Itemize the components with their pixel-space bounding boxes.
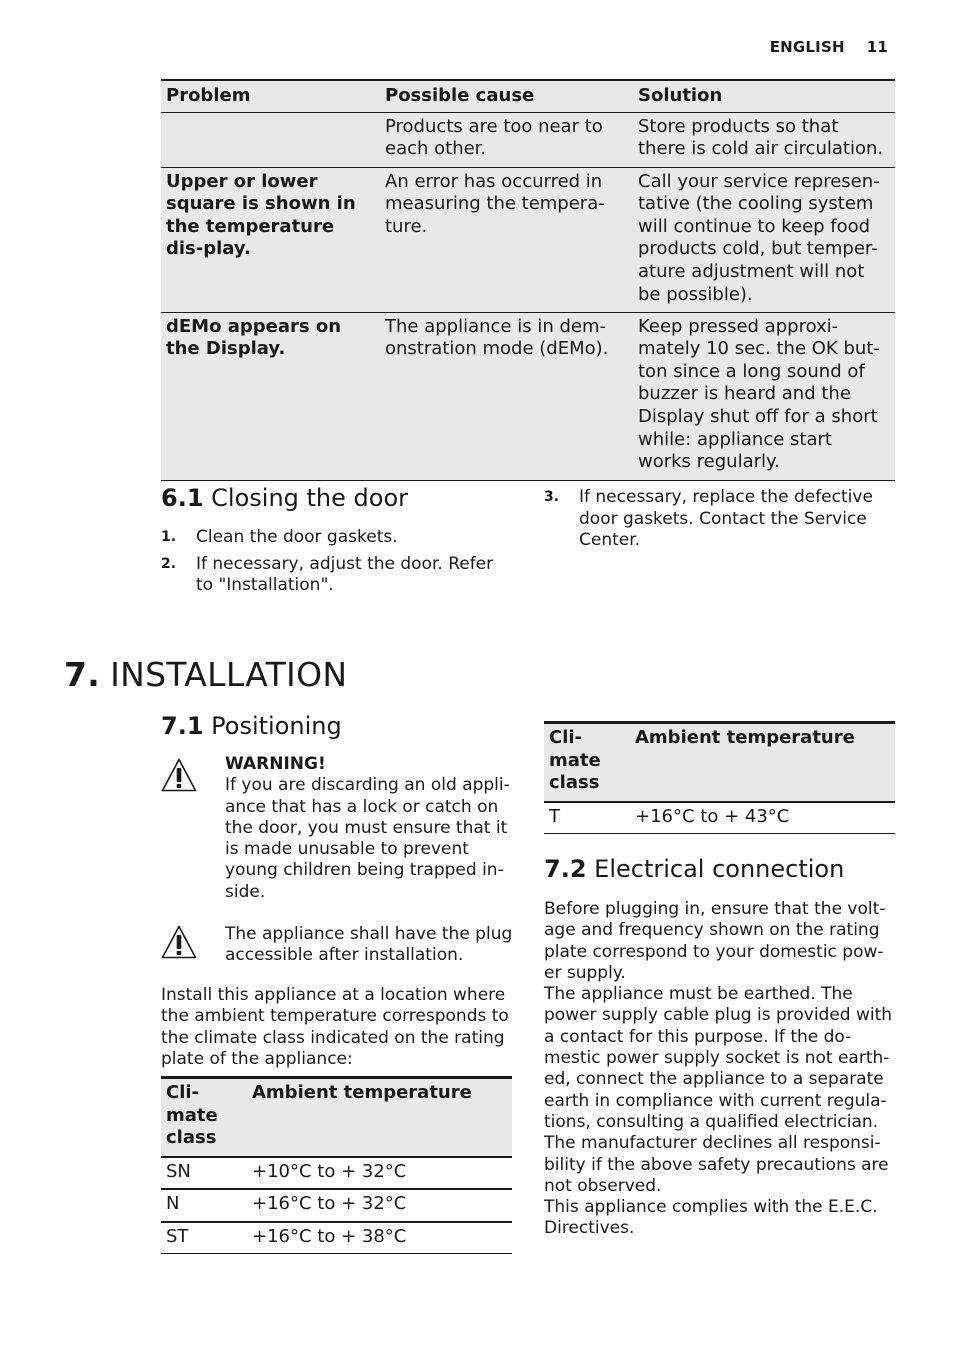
climate-class-cell: SN [166,1160,191,1182]
table-header-row [161,1078,512,1157]
paragraph: The manufacturer declines all responsi-bility if the above safety precautions are not observed. [544,1133,889,1196]
temperature-cell: +16°C to + 43°C [635,805,790,827]
column-header-cause: Possible cause [385,85,535,106]
warning-title: WARNING! [225,754,326,774]
solution-cell: Keep pressed approxi-mately 10 sec. the OK but-ton since a long sound of buzzer is heard and the Display shut off for a short while: appliance start works regularly. [638,315,880,473]
warning-triangle-icon [161,925,197,959]
table-row [544,802,895,834]
closing-door-steps-continued [544,487,894,557]
page-header [748,38,888,56]
temperature-cell: +10°C to + 32°C [252,1160,407,1182]
column-header-problem: Problem [166,85,251,106]
problem-cell: dEMo appears on the Display. [166,315,342,360]
note-block [161,924,513,970]
table-row [161,312,895,480]
troubleshooting-table [161,79,895,481]
table-row [161,1189,512,1222]
paragraph: This appliance complies with the E.E.C. Directives. [544,1197,878,1239]
electrical-connection-text [544,899,896,1240]
solution-cell: Call your service represen-tative (the cooling system will continue to keep food products cold, but temper-ature adjustment will not be possible). [638,170,880,305]
installation-intro: Install this appliance at a location where the ambient temperature corresponds to the climate class indicated on the rating plate of the appliance: [161,985,509,1069]
cause-cell: Products are too near to each other. [385,115,603,160]
list-item: 3. If necessary, replace the defective door gaskets. Contact the Service Center. [544,487,873,550]
section-6-1-heading: 6.1 Closing the door [161,484,408,512]
warning-text: If you are discarding an old appli-ance that has a lock or catch on the door, you must ensure that it is made unusable to prevent young children being trapped in-side. [225,775,510,902]
problem-cell [161,112,380,167]
column-header-climate-class: Cli-mate class [549,727,601,794]
warning-block [161,754,513,904]
language-label: ENGLISH [769,38,845,56]
column-header-solution: Solution [638,85,723,106]
section-7-heading: 7. INSTALLATION [64,655,348,694]
column-header-climate-class: Cli-mate class [166,1082,218,1149]
warning-triangle-icon [161,758,197,792]
paragraph: Before plugging in, ensure that the volt-age and frequency shown on the rating plate correspond to your domestic pow-er supply. [544,899,886,983]
list-item: 1. Clean the door gaskets. [161,527,398,547]
closing-door-steps [161,527,513,602]
table-row [161,112,895,167]
table-header-row [544,723,895,802]
climate-class-cell: N [166,1193,180,1215]
table-row [161,1222,512,1254]
climate-class-cell: ST [166,1225,189,1247]
page-number: 11 [866,38,888,56]
cause-cell: The appliance is in dem-onstration mode (dEMo). [385,315,609,360]
paragraph: The appliance must be earthed. The power supply cable plug is provided with a contact for this purpose. If the do-mestic power supply socket is not earth-ed, connect the appliance to a separate earth in compliance with current regula-tions, consulting a qualified electrician. [544,984,893,1132]
table-row [161,167,895,312]
list-item: 2. If necessary, adjust the door. Refer to "Installation". [161,553,494,595]
climate-class-cell: T [549,805,560,827]
table-row [161,1157,512,1190]
problem-cell: Upper or lower square is shown in the temperature dis-play. [166,170,356,260]
section-7-2-heading: 7.2 Electrical connection [544,855,845,883]
solution-cell: Store products so that there is cold air circulation. [638,115,884,160]
climate-class-table-continued [544,721,895,834]
temperature-cell: +16°C to + 32°C [252,1193,407,1215]
note-text: The appliance shall have the plug accessible after installation. [225,924,513,966]
column-header-ambient-temperature: Ambient temperature [635,727,855,748]
table-header-row [161,80,895,112]
column-header-ambient-temperature: Ambient temperature [252,1082,472,1103]
temperature-cell: +16°C to + 38°C [252,1225,407,1247]
section-7-1-heading: 7.1 Positioning [161,712,342,740]
climate-class-table [161,1076,512,1254]
cause-cell: An error has occurred in measuring the tempera-ture. [385,170,605,237]
